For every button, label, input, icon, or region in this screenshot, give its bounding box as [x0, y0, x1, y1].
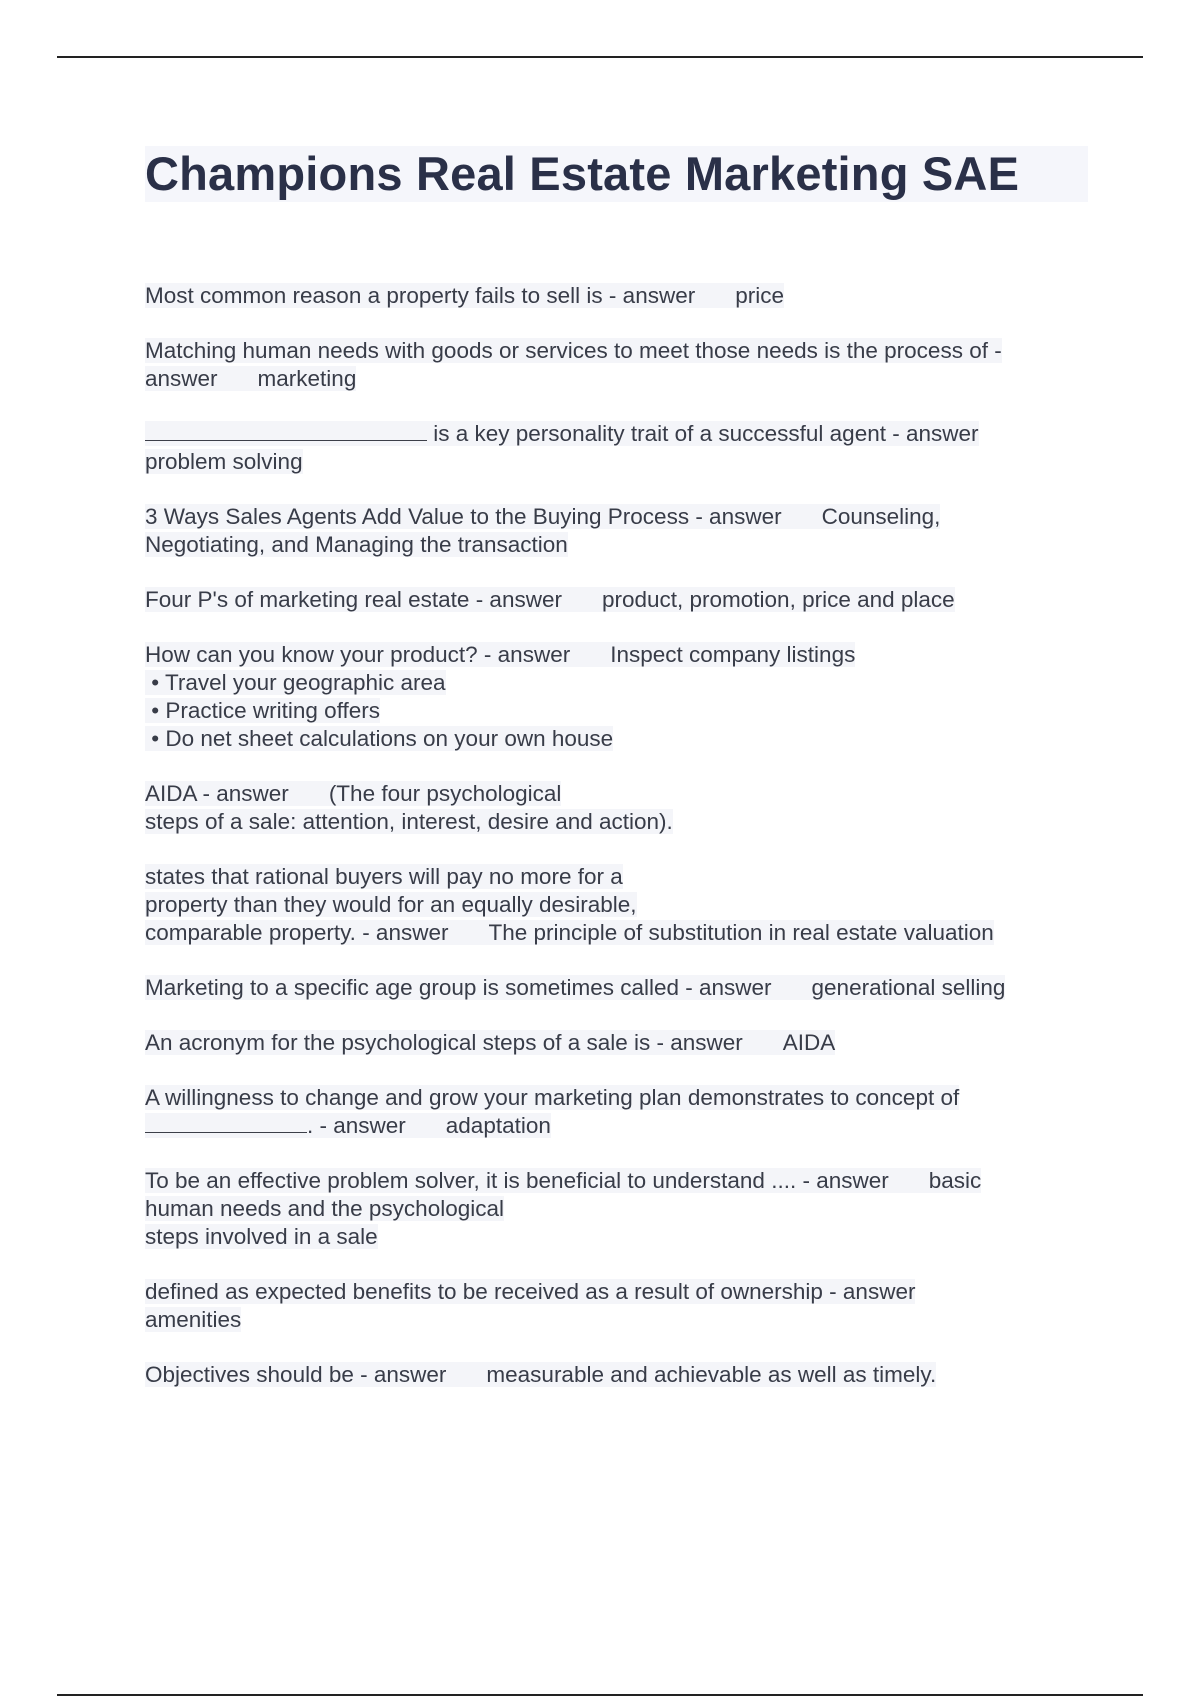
question-text: To be an effective problem solver, it is beneficial to understand .... - answer: [145, 1168, 889, 1193]
qa-line-text: [145, 1279, 915, 1304]
qa-line-text: [145, 449, 303, 474]
qa-line: [145, 780, 1095, 808]
answer-text: price: [735, 283, 784, 308]
question-text: . - answer: [307, 1113, 406, 1138]
qa-line-text: [145, 1307, 241, 1332]
question-text: Matching human needs with goods or services to meet those needs is the process of -: [145, 338, 1002, 363]
answer-text: • Practice writing offers: [145, 698, 381, 723]
qa-line: [145, 641, 1095, 669]
qa-line: [145, 1278, 1095, 1306]
qa-item: [145, 1361, 1095, 1389]
qa-line-text: [145, 283, 784, 308]
qa-line: [145, 1112, 1095, 1140]
qa-item: [145, 282, 1095, 310]
qa-line-text: [145, 532, 568, 557]
qa-line: [145, 1084, 1095, 1112]
answer-text: steps involved in a sale: [145, 1224, 378, 1249]
answer-text: AIDA: [782, 1030, 836, 1055]
question-text: Marketing to a specific age group is sometimes called - answer: [145, 975, 772, 1000]
qa-line-text: [145, 587, 955, 612]
qa-item: [145, 863, 1095, 947]
answer-text: adaptation: [445, 1113, 551, 1138]
answer-text: The principle of substitution in real estate valuation: [488, 920, 994, 945]
qa-line-text: [145, 1362, 936, 1387]
question-text: A willingness to change and grow your marketing plan demonstrates to concept of: [145, 1085, 960, 1110]
question-text: is a key personality trait of a successful agent - answer: [427, 421, 979, 446]
answer-text: Inspect company listings: [610, 642, 856, 667]
question-text: answer: [145, 366, 218, 391]
qa-item: [145, 641, 1095, 753]
qa-item: [145, 586, 1095, 614]
qa-line: [145, 531, 1095, 559]
qa-line: [145, 337, 1095, 365]
answer-text: generational selling: [811, 975, 1006, 1000]
qa-line: [145, 863, 1095, 891]
qa-line-text: [145, 1113, 551, 1138]
qa-line: [145, 1223, 1095, 1251]
qa-line: [145, 420, 1095, 448]
qa-line: [145, 1361, 1095, 1389]
qa-line-text: [145, 1085, 959, 1110]
title-block: [145, 146, 1088, 202]
qa-line: [145, 586, 1095, 614]
question-text: 3 Ways Sales Agents Add Value to the Buying Process - answer: [145, 504, 782, 529]
answer-text: • Do net sheet calculations on your own house: [145, 726, 614, 751]
answer-text: basic: [928, 1168, 982, 1193]
qa-line-text: [145, 1168, 981, 1193]
fill-in-blank: [145, 420, 427, 441]
qa-line: [145, 808, 1095, 836]
qa-item: [145, 337, 1095, 393]
top-rule: [57, 56, 1143, 58]
question-text: Most common reason a property fails to sell is - answer: [145, 283, 696, 308]
qa-line-text: [145, 809, 673, 834]
question-text: Four P's of marketing real estate - answer: [145, 587, 562, 612]
qa-item: [145, 503, 1095, 559]
qa-line: [145, 697, 1095, 725]
qa-line: [145, 974, 1095, 1002]
qa-item: [145, 1167, 1095, 1251]
qa-item: [145, 1278, 1095, 1334]
question-text: property than they would for an equally desirable,: [145, 892, 637, 917]
question-text: defined as expected benefits to be received as a result of ownership - answer: [145, 1279, 916, 1304]
answer-text: steps of a sale: attention, interest, desire and action).: [145, 809, 673, 834]
question-text: How can you know your product? - answer: [145, 642, 571, 667]
qa-line-text: [145, 892, 637, 917]
qa-line-text: [145, 338, 1002, 363]
qa-line: [145, 365, 1095, 393]
qa-line-text: [145, 920, 994, 945]
question-text: comparable property. - answer: [145, 920, 449, 945]
fill-in-blank: [145, 1112, 307, 1133]
question-text: AIDA - answer: [145, 781, 289, 806]
qa-line-text: [145, 1196, 504, 1221]
document-title: Champions Real Estate Marketing SAE: [145, 147, 1020, 200]
qa-line: [145, 1306, 1095, 1334]
qa-line-text: [145, 698, 380, 723]
answer-text: human needs and the psychological: [145, 1196, 505, 1221]
qa-line-text: [145, 421, 979, 446]
qa-line: [145, 1195, 1095, 1223]
qa-list: [145, 282, 1095, 1416]
qa-line-text: [145, 781, 561, 806]
qa-line-text: [145, 670, 446, 695]
qa-line: [145, 1167, 1095, 1195]
answer-text: Counseling,: [821, 504, 941, 529]
answer-text: problem solving: [145, 449, 303, 474]
qa-line-text: [145, 366, 356, 391]
answer-text: (The four psychological: [328, 781, 562, 806]
qa-item: [145, 1084, 1095, 1140]
answer-text: • Travel your geographic area: [145, 670, 446, 695]
answer-text: measurable and achievable as well as timely.: [486, 1362, 937, 1387]
qa-line: [145, 919, 1095, 947]
qa-line-text: [145, 726, 613, 751]
question-text: An acronym for the psychological steps of a sale is - answer: [145, 1030, 743, 1055]
qa-line: [145, 891, 1095, 919]
qa-line-text: [145, 1030, 835, 1055]
qa-line: [145, 1029, 1095, 1057]
question-text: states that rational buyers will pay no more for a: [145, 864, 623, 889]
qa-line-text: [145, 1224, 378, 1249]
qa-item: [145, 974, 1095, 1002]
qa-line-text: [145, 975, 1005, 1000]
bottom-rule: [57, 1694, 1143, 1696]
answer-text: Negotiating, and Managing the transaction: [145, 532, 568, 557]
qa-item: [145, 1029, 1095, 1057]
qa-line: [145, 725, 1095, 753]
answer-text: product, promotion, price and place: [601, 587, 955, 612]
qa-line-text: [145, 642, 855, 667]
question-text: Objectives should be - answer: [145, 1362, 447, 1387]
qa-line-text: [145, 504, 940, 529]
answer-text: amenities: [145, 1307, 242, 1332]
qa-item: [145, 780, 1095, 836]
qa-item: [145, 420, 1095, 476]
qa-line: [145, 503, 1095, 531]
qa-line: [145, 282, 1095, 310]
answer-text: marketing: [257, 366, 357, 391]
qa-line: [145, 669, 1095, 697]
qa-line: [145, 448, 1095, 476]
qa-line-text: [145, 864, 623, 889]
